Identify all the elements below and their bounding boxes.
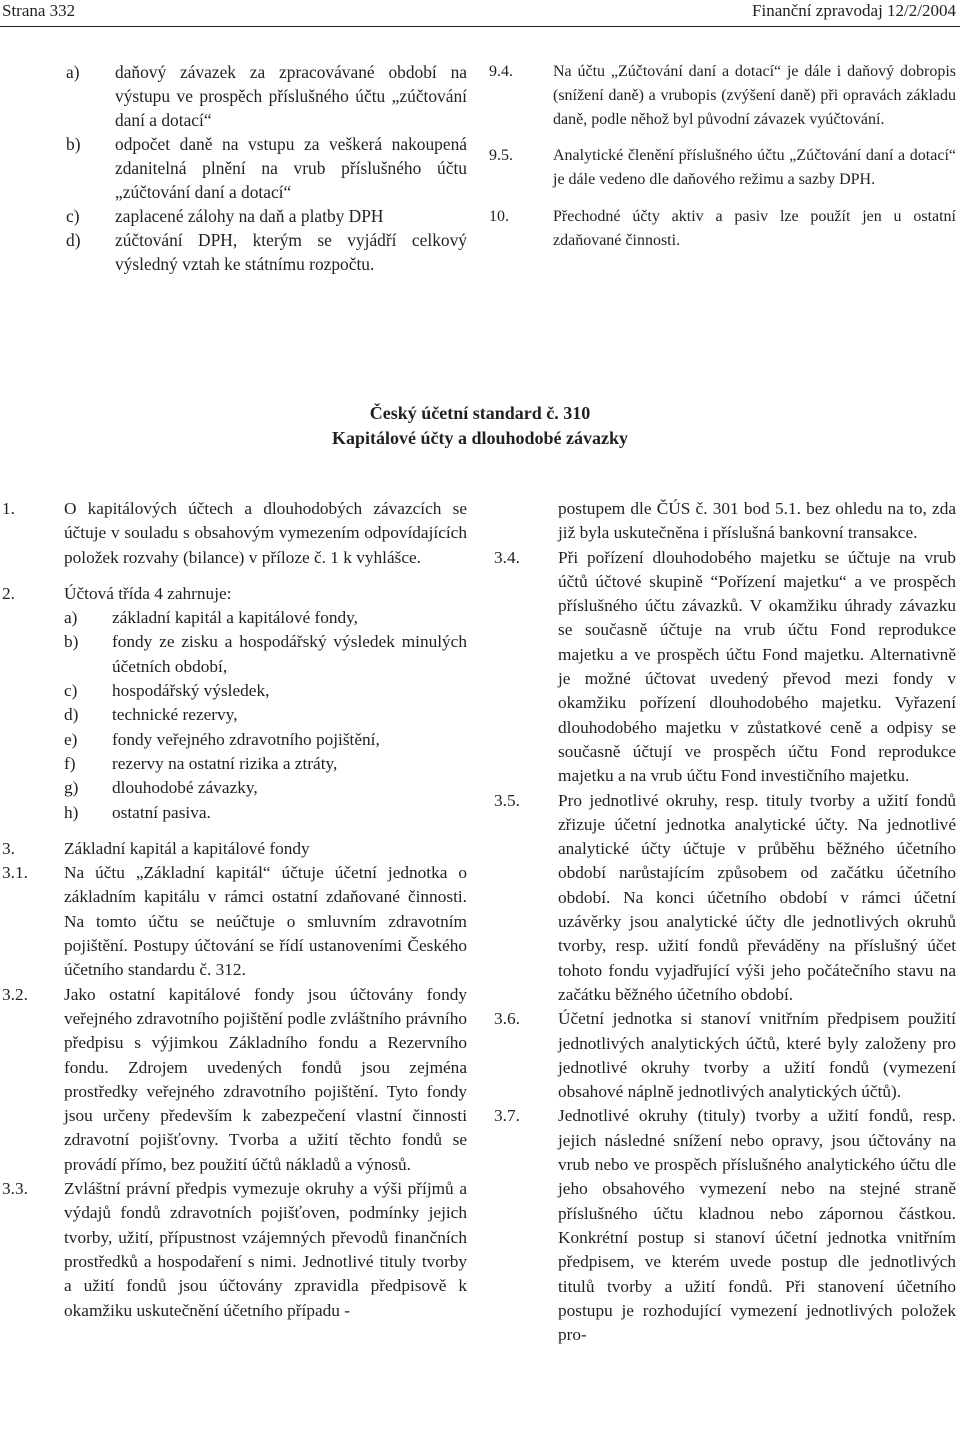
paragraph-number: 3.2. bbox=[2, 984, 28, 1004]
paragraph-number: 3.6. bbox=[494, 1009, 520, 1029]
item-label: b) bbox=[66, 134, 81, 154]
paragraph-text: Přechodné účty aktiv a pasiv lze použít jen u ostatní zdaňované činnosti. bbox=[553, 208, 956, 249]
paragraph-3-7 bbox=[494, 1104, 956, 1347]
paragraph-number: 3.7. bbox=[494, 1106, 520, 1126]
paragraph-number: 3.5. bbox=[494, 790, 520, 810]
list-item bbox=[64, 776, 467, 800]
item-text: rezervy na ostatní rizika a ztráty, bbox=[112, 753, 338, 773]
list-item bbox=[64, 606, 467, 630]
list-item bbox=[66, 204, 467, 228]
paragraph-number: 3.1. bbox=[2, 863, 28, 883]
item-text: hospodářský výsledek, bbox=[112, 681, 270, 701]
paragraph-number: 3.4. bbox=[494, 547, 520, 567]
paragraph-3 bbox=[0, 837, 467, 861]
paragraph-9-5 bbox=[489, 144, 956, 192]
right-column bbox=[494, 497, 956, 1347]
list-item bbox=[66, 132, 467, 204]
top-right-column bbox=[489, 60, 956, 265]
list-item bbox=[64, 801, 467, 825]
page-header bbox=[0, 0, 960, 30]
header-divider bbox=[0, 26, 960, 27]
paragraph-3-2 bbox=[0, 983, 467, 1177]
paragraph-number: 3. bbox=[2, 838, 15, 858]
paragraph-text: Při pořízení dlouhodobého majetku se účtuje na vrub účtů účtové skupině “Pořízení majetku“ a ve prospěch příslušného účtu závazků. V okamžiku úhrady závazku se současně účtuje na vrub účtu Fond reprodukce majetku a ve prospěch účtu Fond majetku. Alternativně je možné účtovat uvedený převod mezi fondy v okamžiku pořízení dlouhodobého majetku. Vyřazení dlouhodobého majetku v zůstatkové ceně a odpisy se současně účtují ve prospěch účtu Fond reprodukce majetku a na vrub účtu Fond investičního majetku. bbox=[558, 547, 956, 786]
item-label: f) bbox=[64, 753, 76, 773]
item-text: dlouhodobé závazky, bbox=[112, 778, 258, 798]
paragraph-3-5 bbox=[494, 789, 956, 1008]
journal-title: Finanční zpravodaj 12/2/2004 bbox=[752, 1, 956, 20]
paragraph-text: Jednotlivé okruhy (tituly) tvorby a užití fondů, resp. jejich následné snížení nebo opravy, jsou účtovány na vrub nebo ve prospěch příslušného analytického účtu dle jeho obsahového vymezení nebo na stejné straně příslušného účtu kladnou nebo zápornou částkou. Konkrétní postup si stanoví účetní jednotka vnitřním předpisem, ve kterém uvede postup dle jednotlivých titulů tvorby a užití fondů. Při stanovení účetního postupu je rozhodující vymezení jednotlivých položek pro- bbox=[558, 1106, 956, 1345]
list-item bbox=[64, 703, 467, 727]
paragraph-text: Účetní jednotka si stanoví vnitřním předpisem použití jednotlivých analytických účtů, které byly založeny pro jednotlivé okruhy tvorby a užití fondů (vymezení obsahové náplně jednotlivých analytických účtů). bbox=[558, 1009, 956, 1102]
item-text: ostatní pasiva. bbox=[112, 802, 211, 822]
list-item bbox=[66, 228, 467, 276]
paragraph-1 bbox=[0, 497, 467, 570]
item-text: zúčtování DPH, kterým se vyjádří celkový výsledný vztah ke státnímu rozpočtu. bbox=[115, 230, 467, 274]
item-label: a) bbox=[64, 608, 78, 628]
paragraph-number: 2. bbox=[2, 583, 15, 603]
paragraph-text: Pro jednotlivé okruhy, resp. tituly tvorby a užití fondů zřizuje účetní jednotka analytické účty. Na jednotlivé analytické účty účtuje v průběhu běžného účetního období narůstajícím způsobem od začátku účetního období. Na konci účetního období v rámci účetní uzávěrky jsou analytické účty dle jednotlivých okruhů tvorby, resp. užití fondů převáděny na příslušný účet tohoto fondu vyjadřující výši jeho počátečního stavu na začátku běžného účetního období. bbox=[558, 790, 956, 1004]
list-item bbox=[64, 630, 467, 679]
item-text: základní kapitál a kapitálové fondy, bbox=[112, 608, 359, 628]
item-text: fondy veřejného zdravotního pojištění, bbox=[112, 729, 380, 749]
paragraph-3-6 bbox=[494, 1007, 956, 1104]
section-title: Český účetní standard č. 310 bbox=[369, 403, 591, 423]
paragraph-text: O kapitálových účtech a dlouhodobých závazcích se účtuje v souladu s obsahovým vymezením odpovídajících položek rozvahy (bilance) v příloze č. 1 k vyhlášce. bbox=[64, 499, 467, 567]
item-label: d) bbox=[66, 230, 81, 250]
paragraph-9-4 bbox=[489, 60, 956, 132]
item-text: zaplacené zálohy na daň a platby DPH bbox=[115, 206, 384, 226]
item-text: fondy ze zisku a hospodářský výsledek minulých účetních období, bbox=[112, 632, 467, 676]
paragraph-text: Analytické členění příslušného účtu „Zúčtování daní a dotací“ je dále vedeno dle daňového režimu a sazby DPH. bbox=[553, 147, 956, 188]
paragraph-number: 10. bbox=[489, 208, 509, 225]
paragraph-text: Základní kapitál a kapitálové fondy bbox=[64, 838, 310, 858]
item-text: daňový závazek za zpracovávané období na výstupu ve prospěch příslušného účtu „zúčtování daní a dotací“ bbox=[115, 62, 467, 130]
paragraph-text: Na účtu „Základní kapitál“ účtuje účetní jednotka o základním kapitálu v rámci ostatní zdaňované činnosti. Na tomto účtu se neúčtuje o smluvním zdravotním pojištění. Postupy účtování se řídí ustanoveními Českého účetního standardu č. 312. bbox=[64, 863, 467, 980]
item-label: h) bbox=[64, 802, 79, 822]
paragraph-number: 9.5. bbox=[489, 147, 513, 164]
section-subtitle: Kapitálové účty a dlouhodobé závazky bbox=[331, 428, 629, 448]
left-column bbox=[0, 497, 467, 1323]
paragraph-text: Zvláštní právní předpis vymezuje okruhy a výši příjmů a výdajů fondů zdravotních pojišťoven, podmínky jejich tvorby, užití, přípustnost vzájemných převodů finančních prostředků a hospodaření s nimi. Jednotlivé tituly tvorby a užití fondů jsou účtovány zpravidla předpisově k okamžiku uskutečnění účetního případu - bbox=[64, 1179, 467, 1320]
paragraph-3-1 bbox=[0, 861, 467, 982]
paragraph-number: 1. bbox=[2, 499, 15, 518]
paragraph-2 bbox=[0, 582, 467, 825]
item-text: technické rezervy, bbox=[112, 705, 238, 725]
item-label: a) bbox=[66, 62, 80, 82]
list-item bbox=[64, 752, 467, 776]
list-item bbox=[66, 60, 467, 132]
item-label: b) bbox=[64, 632, 79, 652]
item-label: c) bbox=[64, 681, 78, 701]
paragraph-3-3 bbox=[0, 1177, 467, 1323]
top-left-column bbox=[66, 60, 467, 276]
paragraph-text: Na účtu „Zúčtování daní a dotací“ je dále i daňový dobropis (snížení daně) a vrubopis (zvýšení daně) při opravách základu daně, podle něhož byl původní závazek vyúčtování. bbox=[553, 63, 956, 128]
list-item bbox=[64, 728, 467, 752]
paragraph-text: Jako ostatní kapitálové fondy jsou účtovány fondy veřejného zdravotního pojištění podle zvláštního právního předpisu s výjimkou Základního fondu a Rezervního fondu. Zdrojem uvedených fondů jsou zejména prostředky veřejného zdravotního pojištění. Tyto fondy jsou určeny především k zabezpečení vlastní činnosti zdravotní pojišťovny. Tvorba a užití těchto fondů se provádí přímo, bez použití účtů nákladů a výnosů. bbox=[64, 984, 467, 1174]
paragraph-text: Účtová třída 4 zahrnuje: bbox=[64, 583, 232, 603]
paragraph-10 bbox=[489, 205, 956, 253]
item-text: odpočet daně na vstupu za veškerá nakoupená zdanitelná plnění na vrub příslušného účtu „zúčtování daní a dotací“ bbox=[115, 134, 467, 202]
item-label: e) bbox=[64, 729, 78, 749]
item-label: c) bbox=[66, 206, 80, 226]
item-label: g) bbox=[64, 778, 79, 798]
page-number: Strana 332 bbox=[2, 1, 76, 20]
list-item bbox=[64, 679, 467, 703]
paragraph-3-4 bbox=[494, 546, 956, 789]
item-label: d) bbox=[64, 705, 79, 725]
continued-text: postupem dle ČÚS č. 301 bod 5.1. bez ohledu na to, zda již byla uskutečněna i příslušná bankovní transakce. bbox=[558, 499, 956, 543]
paragraph-number: 3.3. bbox=[2, 1179, 28, 1199]
paragraph-number: 9.4. bbox=[489, 63, 513, 80]
